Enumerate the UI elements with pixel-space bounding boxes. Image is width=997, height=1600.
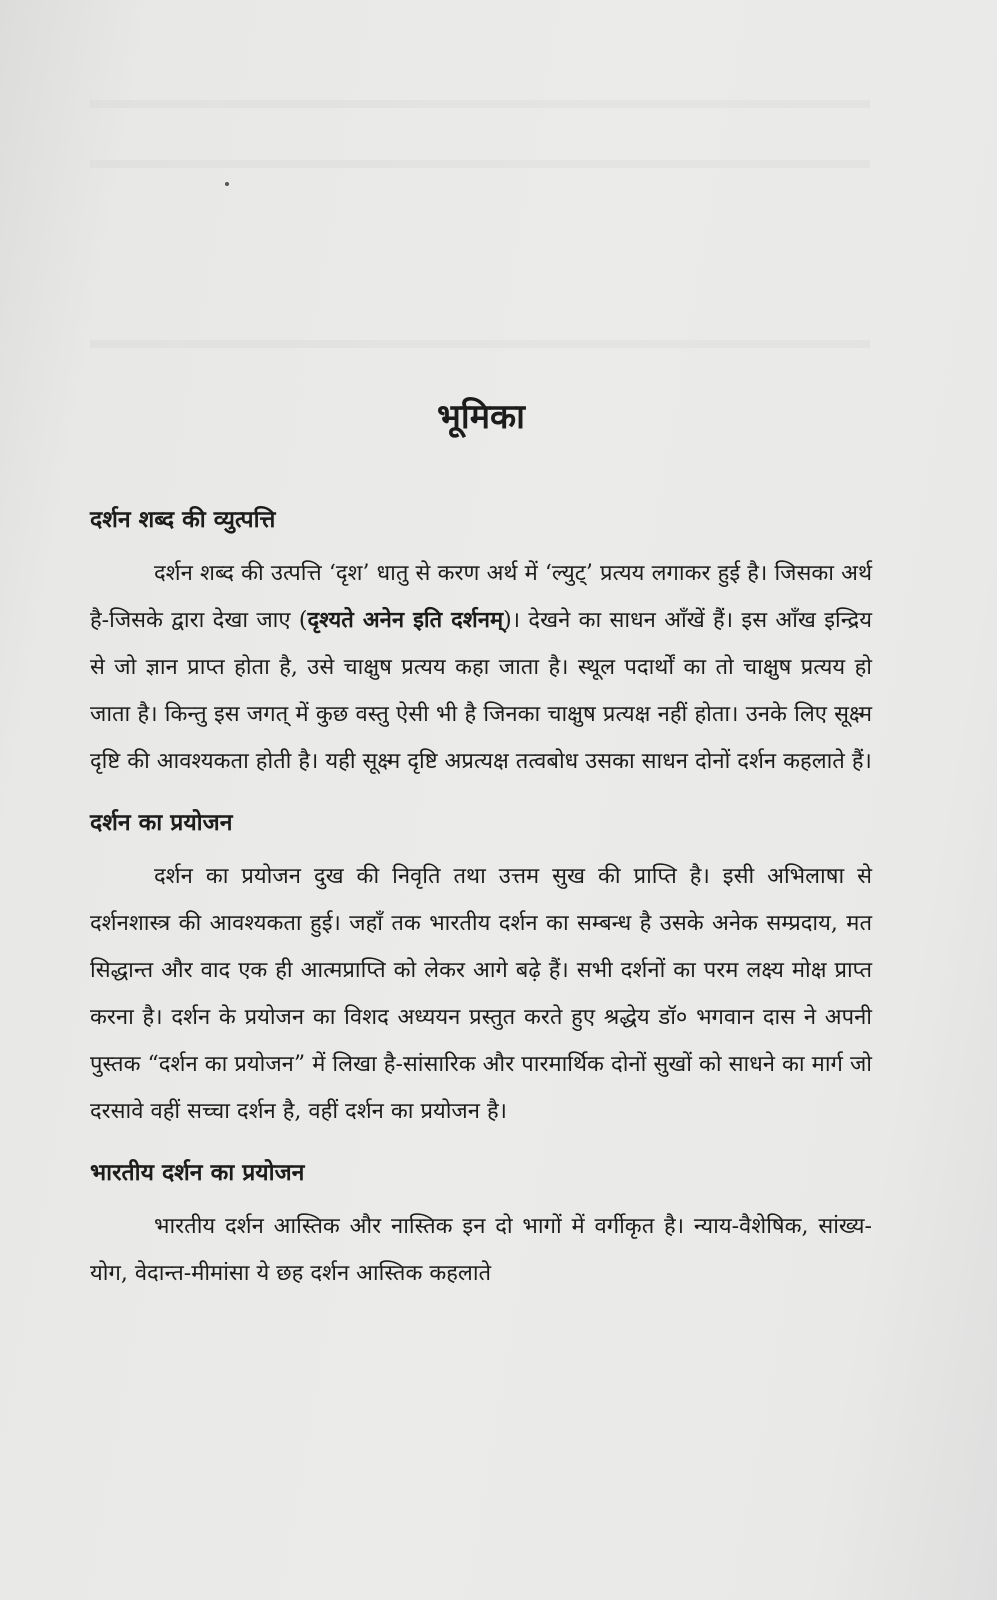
section-heading-purpose: दर्शन का प्रयोजन [90, 809, 233, 836]
paragraph-text: )। देखने का साधन आँखें हैं। इस आँख इन्द्रिय से जो ज्ञान प्राप्त होता है, उसे चाक्षुष प्रत्यय कहा जाता है। स्थूल पदार्थों का तो चाक्षुष प्रत्यय हो जाता है। किन्तु इस जगत् में कुछ वस्तु ऐसी भी है जिनका चाक्षुष प्रत्यक्ष नहीं होता। उनके लिए सूक्ष्म दृष्टि की आवश्यकता होती है। यही सूक्ष्म दृष्टि अप्रत्यक्ष तत्वबोध उसका साधन दोनों दर्शन कहलाते हैं। [90, 608, 872, 774]
page-content [90, 390, 872, 1315]
bleed-through-line [90, 100, 870, 108]
bleed-through-line [90, 160, 870, 168]
ink-speck [225, 182, 229, 186]
section-heading-etymology: दर्शन शब्द की व्युत्पत्ति [90, 506, 276, 533]
section-heading-indian-purpose: भारतीय दर्शन का प्रयोजन [90, 1159, 305, 1186]
page-title: भूमिका [437, 397, 525, 437]
section-paragraph-purpose: दर्शन का प्रयोजन दुख की निवृति तथा उत्तम सुख की प्राप्ति है। इसी अभिलाषा से दर्शनशास्त्र की आवश्यकता हुई। जहाँ तक भारतीय दर्शन का सम्बन्ध है उसके अनेक सम्प्रदाय, मत सिद्धान्त और वाद एक ही आत्मप्राप्ति को लेकर आगे बढ़े हैं। सभी दर्शनों का परम लक्ष्य मोक्ष प्राप्त करना है। दर्शन के प्रयोजन का विशद अध्ययन प्रस्तुत करते हुए श्रद्धेय डॉ० भगवान दास ने अपनी पुस्तक “दर्शन का प्रयोजन” में लिखा है-सांसारिक और पारमार्थिक दोनों सुखों को साधने का मार्ग जो दरसावे वहीं सच्चा दर्शन है, वहीं दर्शन का प्रयोजन है। [90, 864, 872, 1124]
paragraph-text: दर्शन शब्द की उत्पत्ति ‘दृश’ धातु से करण अर्थ में ‘ल्युट्’ प्रत्यय लगाकर हुई है। जिसका अर्थ है-जिसके द्वारा देखा जाए ( [90, 561, 872, 633]
sanskrit-quote: दृश्यते अनेन इति दर्शनम् [307, 607, 504, 633]
section-paragraph-indian-purpose: भारतीय दर्शन आस्तिक और नास्तिक इन दो भागों में वर्गीकृत है। न्याय-वैशेषिक, सांख्य-योग, वेदान्त-मीमांसा ये छह दर्शन आस्तिक कहलाते [90, 1214, 872, 1286]
section-paragraph-etymology [90, 550, 872, 785]
bleed-through-line [90, 340, 870, 348]
